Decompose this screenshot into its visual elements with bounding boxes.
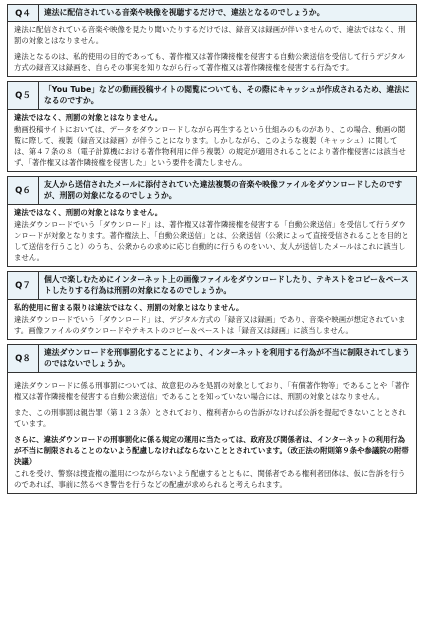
answer-paragraph: また、この刑事罰は親告罪（第１２３条）とされており、権利者からの告訴がなければ公訴を提起できないこととされています。	[14, 407, 406, 428]
answer-paragraph: 違法に配信されている音楽や映像を見たり聞いたりするだけでは、録音又は録画が伴いませんので、違法ではなく、刑罰の対象とはなりません。	[14, 24, 406, 45]
qa-block-q7	[7, 271, 417, 340]
question-number: Q６	[8, 177, 39, 204]
question-number: Q４	[8, 5, 39, 21]
answer-paragraph: 違法ではなく、刑罰の対象とはなりません。	[14, 112, 163, 122]
answer-paragraph: 違法ダウンロードに係る刑事罰については、故意犯のみを処罰の対象としており、「有償著作物等」であることや「著作権又は著作隣接権を侵害する自動公衆送信」であることを知っていない場合には、刑罰の対象とはなりません。	[14, 380, 410, 401]
question-number: Q８	[8, 345, 39, 372]
qa-block-q4	[7, 4, 417, 77]
question-text: 違法ダウンロードを刑事罰化することにより、インターネットを利用する行為が不当に制限されてしまうのではないでしょうか。	[44, 347, 410, 368]
answer-body	[8, 110, 416, 171]
question-number: Q７	[8, 272, 39, 299]
qa-block-q8	[7, 344, 417, 494]
question-text: 友人から送信されたメールに添付されていた違法複製の音楽や映像ファイルをダウンロードしたのですが、刑罰の対象になるのでしょうか。	[44, 179, 403, 200]
question-header	[8, 177, 416, 205]
qa-block-q5	[7, 81, 417, 172]
answer-paragraph: 動画投稿サイトにおいては、データをダウンロードしながら再生するという仕組みのものがあり、この場合、動画の閲覧に際して、複製（録音又は録画）が伴うことになります。しかしながら、このような複製（キャッシュ）に関しては、第４７条の８（電子計算機における著作物利用に伴う複製）の規定が適用されることにより著作権侵害には該当せず、「著作権又は著作隣接権を侵害した」という要件を満たしません。	[14, 124, 406, 167]
question-number: Q５	[8, 82, 39, 109]
question-text: 違法に配信されている音楽や映像を視聴するだけで、違法となるのでしょうか。	[44, 8, 325, 17]
answer-body	[8, 22, 416, 76]
question-text: 個人で楽しむためにインターネット上の画像ファイルをダウンロードしたり、テキストをコピー＆ペーストしたりする行為は刑罰の対象になるのでしょうか。	[44, 274, 409, 295]
answer-paragraph: 違法ではなく、刑罰の対象とはなりません。	[14, 207, 163, 217]
answer-paragraph: 違法となるのは、私的使用の目的であっても、著作権又は著作隣接権を侵害する自動公衆送信を受信して行うデジタル方式の録音又は録画を、自らその事実を知りながら行って著作権又は著作隣接権を侵害する行為です。	[14, 51, 406, 72]
answer-paragraph: 私的使用に留まる限りは違法ではなく、刑罰の対象とはなりません。	[14, 302, 244, 312]
answer-paragraph: さらに、違法ダウンロードの刑事罰化に係る規定の運用に当たっては、政府及び関係者は、インターネットの利用行為が不当に制限されることのないよう配慮しなければならないこととされています。（改正法の附則第９条や参議院の附帯決議）	[14, 434, 409, 466]
answer-paragraph: 違法ダウンロードでいう「ダウンロード」は、デジタル方式の「録音又は録画」であり、音楽や映画が想定されています。画像ファイルのダウンロードやテキストのコピー＆ペーストは「録音又は録画」に該当しません。	[14, 314, 406, 335]
question-header	[8, 82, 416, 110]
question-header	[8, 345, 416, 373]
qa-block-q6	[7, 176, 417, 267]
qa-document	[7, 4, 417, 498]
answer-body	[8, 373, 416, 493]
question-text: 「You Tube」などの動画投稿サイトの閲覧についても、その際にキャッシュが作成されるため、違法になるのですか。	[44, 84, 410, 105]
answer-body	[8, 205, 416, 266]
answer-paragraph: 違法ダウンロードでいう「ダウンロード」は、著作権又は著作隣接権を侵害する「自動公衆送信」を受信して行うダウンロードが対象となります。著作権法上、「自動公衆送信」とは、公衆送信（公衆によって直接受信されることを目的として送信を行うこと）のうち、公衆からの求めに応じ自動的に行うものをいい、友人が送信したメールはこれに該当しません。	[14, 219, 409, 262]
question-header	[8, 272, 416, 300]
answer-paragraph: これを受け、警察は捜査権の濫用につながらないよう配慮するとともに、関係者である権利者団体は、仮に告訴を行うのであれば、事前に然るべき警告を行うなどの配慮が求められると考えられます。	[14, 468, 406, 489]
answer-body	[8, 300, 416, 339]
question-header	[8, 5, 416, 22]
